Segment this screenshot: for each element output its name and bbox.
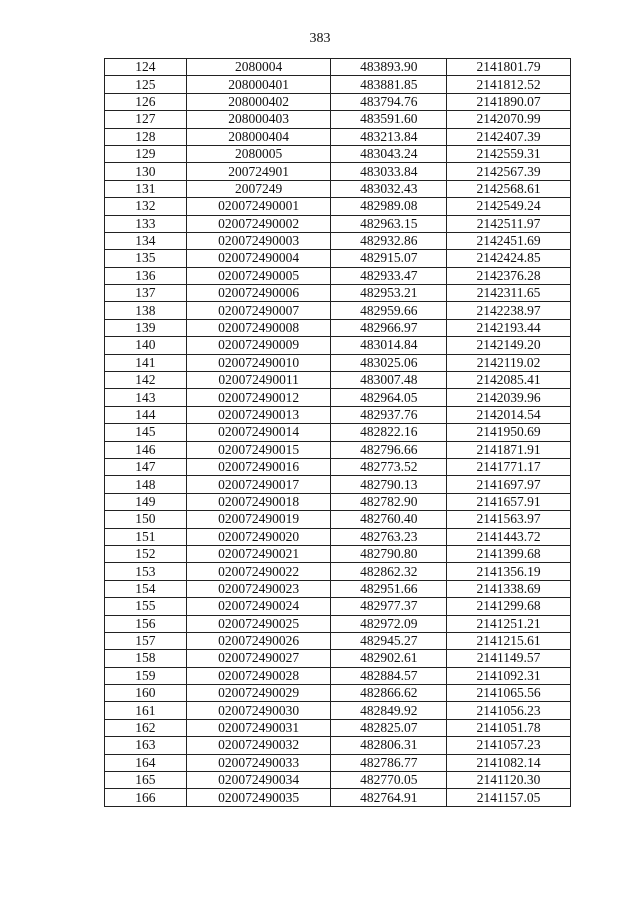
x-coordinate-cell: 483032.43 [331,180,447,197]
row-number-cell: 157 [105,632,187,649]
y-coordinate-cell: 2141356.19 [447,563,571,580]
x-coordinate-cell: 482786.77 [331,754,447,771]
table-row [105,163,571,180]
point-id-cell: 020072490001 [186,198,331,215]
x-coordinate-cell: 482884.57 [331,667,447,684]
point-id-cell: 020072490017 [186,476,331,493]
y-coordinate-cell: 2142085.41 [447,372,571,389]
row-number-cell: 162 [105,719,187,736]
coordinates-table [104,58,571,807]
point-id-cell: 020072490019 [186,511,331,528]
y-coordinate-cell: 2142119.02 [447,354,571,371]
y-coordinate-cell: 2141443.72 [447,528,571,545]
table-row [105,215,571,232]
table-row [105,59,571,76]
y-coordinate-cell: 2141251.21 [447,615,571,632]
y-coordinate-cell: 2141082.14 [447,754,571,771]
row-number-cell: 148 [105,476,187,493]
table-row [105,406,571,423]
point-id-cell: 020072490011 [186,372,331,389]
page-number: 383 [309,31,331,46]
table-row [105,232,571,249]
table-row [105,285,571,302]
row-number-cell: 159 [105,667,187,684]
point-id-cell: 2080004 [186,59,331,76]
table-row [105,354,571,371]
x-coordinate-cell: 483007.48 [331,372,447,389]
x-coordinate-cell: 483025.06 [331,354,447,371]
table-row [105,528,571,545]
row-number-cell: 138 [105,302,187,319]
x-coordinate-cell: 482963.15 [331,215,447,232]
point-id-cell: 020072490003 [186,232,331,249]
point-id-cell: 020072490030 [186,702,331,719]
y-coordinate-cell: 2142511.97 [447,215,571,232]
point-id-cell: 208000403 [186,111,331,128]
y-coordinate-cell: 2141299.68 [447,598,571,615]
row-number-cell: 130 [105,163,187,180]
row-number-cell: 163 [105,737,187,754]
x-coordinate-cell: 482796.66 [331,441,447,458]
y-coordinate-cell: 2141057.23 [447,737,571,754]
x-coordinate-cell: 482977.37 [331,598,447,615]
table-row [105,76,571,93]
point-id-cell: 020072490006 [186,285,331,302]
table-row [105,563,571,580]
table-row [105,302,571,319]
y-coordinate-cell: 2141812.52 [447,76,571,93]
x-coordinate-cell: 482945.27 [331,632,447,649]
y-coordinate-cell: 2142070.99 [447,111,571,128]
row-number-cell: 149 [105,493,187,510]
point-id-cell: 020072490009 [186,337,331,354]
point-id-cell: 020072490032 [186,737,331,754]
row-number-cell: 152 [105,545,187,562]
x-coordinate-cell: 482964.05 [331,389,447,406]
table-row [105,545,571,562]
x-coordinate-cell: 482951.66 [331,580,447,597]
x-coordinate-cell: 483043.24 [331,145,447,162]
y-coordinate-cell: 2141157.05 [447,789,571,806]
point-id-cell: 020072490028 [186,667,331,684]
point-id-cell: 208000401 [186,76,331,93]
table-row [105,789,571,806]
x-coordinate-cell: 482773.52 [331,458,447,475]
x-coordinate-cell: 482764.91 [331,789,447,806]
table-row [105,441,571,458]
row-number-cell: 154 [105,580,187,597]
point-id-cell: 020072490010 [186,354,331,371]
x-coordinate-cell: 482959.66 [331,302,447,319]
row-number-cell: 156 [105,615,187,632]
table-row [105,685,571,702]
y-coordinate-cell: 2142149.20 [447,337,571,354]
table-row [105,319,571,336]
y-coordinate-cell: 2142559.31 [447,145,571,162]
row-number-cell: 150 [105,511,187,528]
y-coordinate-cell: 2141065.56 [447,685,571,702]
x-coordinate-cell: 482972.09 [331,615,447,632]
row-number-cell: 160 [105,685,187,702]
x-coordinate-cell: 482806.31 [331,737,447,754]
point-id-cell: 020072490034 [186,772,331,789]
y-coordinate-cell: 2142311.65 [447,285,571,302]
table-row [105,93,571,110]
point-id-cell: 020072490025 [186,615,331,632]
point-id-cell: 020072490004 [186,250,331,267]
row-number-cell: 131 [105,180,187,197]
y-coordinate-cell: 2142407.39 [447,128,571,145]
table-row [105,511,571,528]
x-coordinate-cell: 482825.07 [331,719,447,736]
row-number-cell: 134 [105,232,187,249]
y-coordinate-cell: 2141051.78 [447,719,571,736]
row-number-cell: 125 [105,76,187,93]
y-coordinate-cell: 2141056.23 [447,702,571,719]
point-id-cell: 020072490035 [186,789,331,806]
x-coordinate-cell: 482902.61 [331,650,447,667]
table-row [105,719,571,736]
row-number-cell: 165 [105,772,187,789]
x-coordinate-cell: 483033.84 [331,163,447,180]
point-id-cell: 208000402 [186,93,331,110]
y-coordinate-cell: 2141338.69 [447,580,571,597]
x-coordinate-cell: 482822.16 [331,424,447,441]
table-row [105,772,571,789]
row-number-cell: 133 [105,215,187,232]
row-number-cell: 155 [105,598,187,615]
y-coordinate-cell: 2141657.91 [447,493,571,510]
row-number-cell: 147 [105,458,187,475]
row-number-cell: 124 [105,59,187,76]
x-coordinate-cell: 482915.07 [331,250,447,267]
row-number-cell: 151 [105,528,187,545]
point-id-cell: 020072490002 [186,215,331,232]
x-coordinate-cell: 482770.05 [331,772,447,789]
y-coordinate-cell: 2142039.96 [447,389,571,406]
table-row [105,632,571,649]
y-coordinate-cell: 2141120.30 [447,772,571,789]
row-number-cell: 141 [105,354,187,371]
table-row [105,198,571,215]
row-number-cell: 146 [105,441,187,458]
y-coordinate-cell: 2141871.91 [447,441,571,458]
x-coordinate-cell: 482790.80 [331,545,447,562]
row-number-cell: 140 [105,337,187,354]
x-coordinate-cell: 482790.13 [331,476,447,493]
table-row [105,476,571,493]
y-coordinate-cell: 2141697.97 [447,476,571,493]
point-id-cell: 020072490031 [186,719,331,736]
x-coordinate-cell: 483213.84 [331,128,447,145]
row-number-cell: 164 [105,754,187,771]
row-number-cell: 139 [105,319,187,336]
table-row [105,493,571,510]
row-number-cell: 158 [105,650,187,667]
point-id-cell: 020072490029 [186,685,331,702]
table-row [105,128,571,145]
row-number-cell: 143 [105,389,187,406]
row-number-cell: 145 [105,424,187,441]
row-number-cell: 129 [105,145,187,162]
row-number-cell: 142 [105,372,187,389]
table-row [105,250,571,267]
x-coordinate-cell: 482933.47 [331,267,447,284]
point-id-cell: 020072490026 [186,632,331,649]
y-coordinate-cell: 2141950.69 [447,424,571,441]
table-row [105,458,571,475]
x-coordinate-cell: 482866.62 [331,685,447,702]
y-coordinate-cell: 2142451.69 [447,232,571,249]
table-row [105,650,571,667]
row-number-cell: 128 [105,128,187,145]
row-number-cell: 136 [105,267,187,284]
x-coordinate-cell: 482763.23 [331,528,447,545]
point-id-cell: 200724901 [186,163,331,180]
x-coordinate-cell: 482760.40 [331,511,447,528]
point-id-cell: 020072490021 [186,545,331,562]
point-id-cell: 020072490020 [186,528,331,545]
x-coordinate-cell: 482989.08 [331,198,447,215]
table-row [105,372,571,389]
y-coordinate-cell: 2142424.85 [447,250,571,267]
y-coordinate-cell: 2142193.44 [447,319,571,336]
point-id-cell: 020072490014 [186,424,331,441]
point-id-cell: 2080005 [186,145,331,162]
y-coordinate-cell: 2141890.07 [447,93,571,110]
point-id-cell: 020072490023 [186,580,331,597]
point-id-cell: 020072490007 [186,302,331,319]
table-row [105,737,571,754]
y-coordinate-cell: 2142567.39 [447,163,571,180]
x-coordinate-cell: 482932.86 [331,232,447,249]
y-coordinate-cell: 2141771.17 [447,458,571,475]
x-coordinate-cell: 482782.90 [331,493,447,510]
y-coordinate-cell: 2142014.54 [447,406,571,423]
x-coordinate-cell: 482966.97 [331,319,447,336]
table-row [105,580,571,597]
y-coordinate-cell: 2141215.61 [447,632,571,649]
x-coordinate-cell: 482849.92 [331,702,447,719]
y-coordinate-cell: 2142376.28 [447,267,571,284]
point-id-cell: 020072490018 [186,493,331,510]
point-id-cell: 208000404 [186,128,331,145]
y-coordinate-cell: 2141399.68 [447,545,571,562]
point-id-cell: 020072490008 [186,319,331,336]
row-number-cell: 137 [105,285,187,302]
table-row [105,145,571,162]
y-coordinate-cell: 2142568.61 [447,180,571,197]
y-coordinate-cell: 2141149.57 [447,650,571,667]
row-number-cell: 132 [105,198,187,215]
table-body [105,59,571,807]
y-coordinate-cell: 2142549.24 [447,198,571,215]
table-row [105,180,571,197]
x-coordinate-cell: 483591.60 [331,111,447,128]
x-coordinate-cell: 483881.85 [331,76,447,93]
row-number-cell: 135 [105,250,187,267]
y-coordinate-cell: 2142238.97 [447,302,571,319]
row-number-cell: 126 [105,93,187,110]
x-coordinate-cell: 483014.84 [331,337,447,354]
x-coordinate-cell: 482862.32 [331,563,447,580]
point-id-cell: 020072490015 [186,441,331,458]
row-number-cell: 127 [105,111,187,128]
table-row [105,754,571,771]
point-id-cell: 020072490024 [186,598,331,615]
table-row [105,615,571,632]
point-id-cell: 020072490027 [186,650,331,667]
row-number-cell: 153 [105,563,187,580]
table-row [105,111,571,128]
x-coordinate-cell: 483794.76 [331,93,447,110]
row-number-cell: 144 [105,406,187,423]
table-row [105,337,571,354]
point-id-cell: 2007249 [186,180,331,197]
row-number-cell: 161 [105,702,187,719]
point-id-cell: 020072490012 [186,389,331,406]
table-row [105,267,571,284]
y-coordinate-cell: 2141801.79 [447,59,571,76]
table-row [105,389,571,406]
point-id-cell: 020072490016 [186,458,331,475]
x-coordinate-cell: 482937.76 [331,406,447,423]
point-id-cell: 020072490005 [186,267,331,284]
table-row [105,424,571,441]
x-coordinate-cell: 482953.21 [331,285,447,302]
y-coordinate-cell: 2141563.97 [447,511,571,528]
table-row [105,667,571,684]
x-coordinate-cell: 483893.90 [331,59,447,76]
point-id-cell: 020072490033 [186,754,331,771]
table-row [105,702,571,719]
row-number-cell: 166 [105,789,187,806]
point-id-cell: 020072490013 [186,406,331,423]
y-coordinate-cell: 2141092.31 [447,667,571,684]
table-row [105,598,571,615]
point-id-cell: 020072490022 [186,563,331,580]
